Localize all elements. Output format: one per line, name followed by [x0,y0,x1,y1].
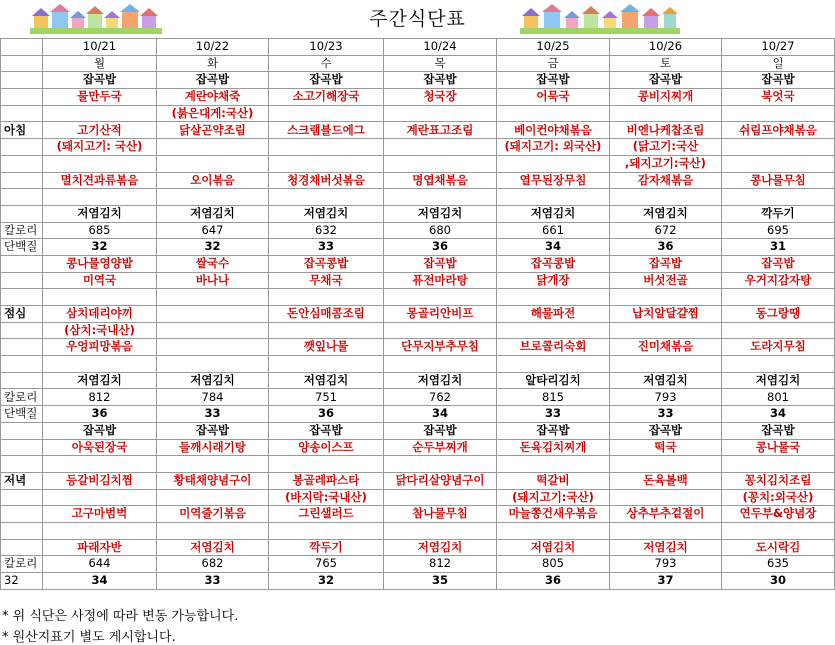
menu-item: (꽁치:외국산) [722,489,835,506]
menu-item: 깻잎나물 [269,339,384,356]
meal-label-cell [1,155,43,172]
protein-value: 34 [497,239,610,256]
menu-item [384,322,497,339]
protein-value: 33 [157,406,269,423]
menu-item: 잡곡밥 [610,422,722,439]
day-cell: 수 [269,55,384,72]
menu-item: 저염김치 [497,205,610,222]
menu-item: (닭고기:국산 [610,139,722,156]
menu-item: 도라지무침 [722,339,835,356]
menu-item: 저염김치 [157,539,269,556]
calorie-value: 805 [497,556,610,573]
menu-item: 저염김치 [384,205,497,222]
menu-item [722,322,835,339]
calorie-value: 812 [43,389,157,406]
weekly-menu-table [0,38,835,590]
menu-item [43,489,157,506]
menu-item: 마늘쫑건새우볶음 [497,506,610,523]
calorie-value: 793 [610,556,722,573]
menu-item: 잡곡밥 [269,72,384,89]
menu-item: 아욱된장국 [43,439,157,456]
corner-cell [1,39,43,56]
meal-label-cell [1,439,43,456]
menu-item [157,306,269,323]
menu-item: 멸치견과류볶음 [43,172,157,189]
meal-label-cell [1,255,43,272]
menu-item: 비엔나케찹조림 [610,122,722,139]
meal-label: 저녁 [1,472,43,489]
calorie-value: 661 [497,222,610,239]
meal-label-cell [1,372,43,389]
note-origin: * 원산지표기 별도 게시합니다. [2,630,176,645]
menu-item [722,522,835,539]
menu-item [497,105,610,122]
calorie-value: 644 [43,556,157,573]
calorie-label: 칼로리 [1,222,43,239]
menu-item [269,105,384,122]
protein-value: 36 [269,406,384,423]
protein-value: 35 [384,573,497,590]
house-row-icon [520,2,680,34]
menu-item [610,189,722,206]
meal-label-cell [1,272,43,289]
menu-item: 연두부&양념장 [722,506,835,523]
calorie-label: 칼로리 [1,556,43,573]
menu-item [497,456,610,473]
menu-item: 쌀국수 [157,255,269,272]
menu-item [384,456,497,473]
protein-value: 36 [384,239,497,256]
date-cell: 10/27 [722,39,835,56]
menu-item: 우엉피망볶음 [43,339,157,356]
menu-item: 저염김치 [269,205,384,222]
menu-item [384,189,497,206]
menu-item: 무채국 [269,272,384,289]
protein-value: 33 [497,406,610,423]
menu-item [497,322,610,339]
calorie-value: 672 [610,222,722,239]
menu-item [157,489,269,506]
menu-item [610,322,722,339]
menu-item: 돈육볼백 [610,472,722,489]
menu-item: 황태채양념구이 [157,472,269,489]
menu-item: (돼지고기:국산) [497,489,610,506]
calorie-value: 793 [610,389,722,406]
menu-item [497,356,610,373]
meal-label-cell [1,105,43,122]
menu-item: 닭다리살양념구이 [384,472,497,489]
meal-label-cell [1,456,43,473]
menu-item [722,105,835,122]
calorie-value: 815 [497,389,610,406]
meal-label-cell [1,289,43,306]
menu-item: 고기산적 [43,122,157,139]
protein-label: 단백질 [1,406,43,423]
meal-label-cell [1,339,43,356]
menu-item: 베이컨야채볶음 [497,122,610,139]
meal-label: 아침 [1,122,43,139]
menu-item: 저염김치 [497,539,610,556]
calorie-value: 632 [269,222,384,239]
menu-item: 깍두기 [722,205,835,222]
calorie-label: 칼로리 [1,389,43,406]
menu-item: 스크램블드에그 [269,122,384,139]
header [0,0,835,38]
menu-item [497,289,610,306]
meal-label-cell [1,539,43,556]
menu-item: (돼지고기: 외국산) [497,139,610,156]
menu-item [497,155,610,172]
date-cell: 10/25 [497,39,610,56]
menu-item: 바나나 [157,272,269,289]
menu-item: 고구마범벅 [43,506,157,523]
menu-item: 참나물무침 [384,506,497,523]
protein-value: 34 [43,573,157,590]
calorie-value: 680 [384,222,497,239]
menu-item: 콩나물영양밥 [43,255,157,272]
menu-item: 잡곡밥 [43,72,157,89]
menu-item [610,105,722,122]
calorie-value: 647 [157,222,269,239]
menu-item: 청국장 [384,89,497,106]
menu-item: 진미채볶음 [610,339,722,356]
menu-item: 저염김치 [43,205,157,222]
menu-item: 미역국 [43,272,157,289]
menu-item [269,356,384,373]
meal-label-cell [1,139,43,156]
menu-item [384,489,497,506]
meal-label-cell [1,422,43,439]
note-change: * 위 식단은 사정에 따라 변동 가능합니다. [2,609,239,624]
menu-item: 돈육김치찌개 [497,439,610,456]
menu-item: 소고기해장국 [269,89,384,106]
menu-item: 그린샐러드 [269,506,384,523]
menu-item [269,289,384,306]
menu-item [384,139,497,156]
menu-item: 파래자반 [43,539,157,556]
menu-item: (돼지고기: 국산) [43,139,157,156]
menu-item: 북엇국 [722,89,835,106]
menu-item: 브로콜리숙회 [497,339,610,356]
menu-item: 봉골레파스타 [269,472,384,489]
menu-item [610,456,722,473]
menu-item: 잡곡밥 [497,422,610,439]
menu-item [722,356,835,373]
menu-item: 청경채버섯볶음 [269,172,384,189]
protein-value: 32 [157,239,269,256]
corner-cell [1,55,43,72]
menu-item [610,489,722,506]
calorie-value: 635 [722,556,835,573]
menu-item [384,289,497,306]
menu-item: 저염김치 [269,372,384,389]
day-cell: 화 [157,55,269,72]
menu-item: 양송이스프 [269,439,384,456]
menu-item: 저염김치 [610,372,722,389]
meal-label-cell [1,172,43,189]
meal-label-cell [1,89,43,106]
menu-item [722,139,835,156]
menu-item [384,356,497,373]
day-cell: 토 [610,55,722,72]
menu-item [157,322,269,339]
menu-item: 단무지부추무침 [384,339,497,356]
menu-item: 잡곡밥 [157,422,269,439]
menu-item [722,289,835,306]
menu-item: 저염김치 [384,539,497,556]
meal-label-cell [1,356,43,373]
menu-item: 저염김치 [43,372,157,389]
menu-item [269,522,384,539]
protein-value: 33 [157,573,269,590]
menu-item: 동그랑땡 [722,306,835,323]
menu-item: ,돼지고기:국산) [610,155,722,172]
protein-label: 단백질 [1,239,43,256]
menu-item: 도시락김 [722,539,835,556]
meal-label-cell [1,72,43,89]
menu-item [43,289,157,306]
protein-value: 31 [722,239,835,256]
menu-item: (바지락:국내산) [269,489,384,506]
menu-item: 상추부추겉절이 [610,506,722,523]
day-cell: 금 [497,55,610,72]
menu-item [43,155,157,172]
menu-item: 잡곡밥 [269,422,384,439]
protein-value: 33 [610,406,722,423]
menu-item [157,139,269,156]
menu-item: 잡곡밥 [722,255,835,272]
menu-item [610,522,722,539]
menu-item: 저염김치 [722,372,835,389]
menu-item: 어묵국 [497,89,610,106]
menu-item: 잡곡콩밥 [497,255,610,272]
menu-item [157,189,269,206]
date-cell: 10/21 [43,39,157,56]
calorie-value: 695 [722,222,835,239]
menu-item: 명엽채볶음 [384,172,497,189]
protein-value: 34 [722,406,835,423]
menu-item: 콩나물무침 [722,172,835,189]
date-cell: 10/22 [157,39,269,56]
menu-item: 해물파전 [497,306,610,323]
menu-item [43,105,157,122]
protein-value: 32 [269,573,384,590]
menu-item: 저염김치 [157,372,269,389]
menu-item: 잡곡밥 [722,72,835,89]
protein-value: 33 [269,239,384,256]
menu-item: 저염김치 [384,372,497,389]
menu-item [43,356,157,373]
menu-item [269,155,384,172]
menu-item: 잡곡밥 [384,255,497,272]
menu-item [157,289,269,306]
menu-item: 떡갈비 [497,472,610,489]
menu-item: 등갈비김치찜 [43,472,157,489]
menu-item [497,522,610,539]
protein-value: 36 [610,239,722,256]
meal-label: 점심 [1,306,43,323]
day-cell: 월 [43,55,157,72]
meal-label-cell [1,205,43,222]
menu-item: 잡곡밥 [610,255,722,272]
menu-item: 물만두국 [43,89,157,106]
menu-item [722,456,835,473]
menu-item [610,356,722,373]
calorie-value: 685 [43,222,157,239]
menu-item: 돈안심매콤조림 [269,306,384,323]
menu-item: 닭개장 [497,272,610,289]
date-cell: 10/23 [269,39,384,56]
menu-item: 콩비지찌개 [610,89,722,106]
menu-item [269,189,384,206]
menu-item: 계란표고조림 [384,122,497,139]
menu-item: 알타리김치 [497,372,610,389]
menu-item [43,522,157,539]
calorie-value: 682 [157,556,269,573]
protein-value: 32 [43,239,157,256]
menu-item [157,522,269,539]
menu-item [43,189,157,206]
calorie-value: 762 [384,389,497,406]
date-cell: 10/26 [610,39,722,56]
menu-item: 잡곡밥 [384,72,497,89]
date-cell: 10/24 [384,39,497,56]
menu-item [269,322,384,339]
menu-item: 잡곡밥 [497,72,610,89]
menu-item [157,155,269,172]
menu-item [384,155,497,172]
meal-label-cell [1,489,43,506]
menu-item: 납치알달걀찜 [610,306,722,323]
protein-value: 30 [722,573,835,590]
meal-label-cell [1,506,43,523]
menu-item: 닭살곤약조림 [157,122,269,139]
menu-item [269,139,384,156]
menu-item: 저염김치 [610,205,722,222]
calorie-value: 801 [722,389,835,406]
protein-value: 36 [497,573,610,590]
menu-item: 순두부찌개 [384,439,497,456]
menu-item [43,456,157,473]
menu-item: 깍두기 [269,539,384,556]
menu-item: 콩나물국 [722,439,835,456]
calorie-value: 765 [269,556,384,573]
menu-item: 들깨시래기탕 [157,439,269,456]
calorie-value: 751 [269,389,384,406]
menu-item: 잡곡콩밥 [269,255,384,272]
menu-item: 잡곡밥 [610,72,722,89]
menu-item: 잡곡밥 [157,72,269,89]
menu-item: 버섯전골 [610,272,722,289]
menu-item [269,456,384,473]
meal-label-cell [1,189,43,206]
menu-item [157,356,269,373]
menu-item: 잡곡밥 [722,422,835,439]
menu-item: 오이볶음 [157,172,269,189]
meal-label-cell [1,322,43,339]
menu-item: 삼치데리야끼 [43,306,157,323]
day-cell: 일 [722,55,835,72]
menu-item: 잡곡밥 [384,422,497,439]
calorie-value: 784 [157,389,269,406]
menu-item [610,289,722,306]
menu-item: 미역줄기볶음 [157,506,269,523]
menu-item: 우거지감자탕 [722,272,835,289]
protein-value: 34 [384,406,497,423]
menu-item [722,189,835,206]
menu-item: 열무된장무침 [497,172,610,189]
menu-item: 퓨전마라탕 [384,272,497,289]
menu-item [157,456,269,473]
protein-value: 36 [43,406,157,423]
menu-item [384,522,497,539]
menu-item [157,339,269,356]
menu-item: 떡국 [610,439,722,456]
menu-item [497,189,610,206]
menu-item: (붉은대게:국산) [157,105,269,122]
menu-item: 저염김치 [610,539,722,556]
calorie-value: 812 [384,556,497,573]
menu-item [722,155,835,172]
day-cell: 목 [384,55,497,72]
menu-item [384,105,497,122]
menu-item: 몽골리안비프 [384,306,497,323]
menu-item: 저염김치 [157,205,269,222]
menu-item: 계란야채죽 [157,89,269,106]
menu-item: (삼치:국내산) [43,322,157,339]
menu-item: 잡곡밥 [43,422,157,439]
menu-item: 감자채볶음 [610,172,722,189]
page-title: 주간식단표 [369,8,466,30]
menu-item: 쉬림프야채볶음 [722,122,835,139]
protein-value: 37 [610,573,722,590]
meal-label-cell [1,522,43,539]
menu-item: 꽁치김치조림 [722,472,835,489]
protein-label: 32 [1,573,43,590]
